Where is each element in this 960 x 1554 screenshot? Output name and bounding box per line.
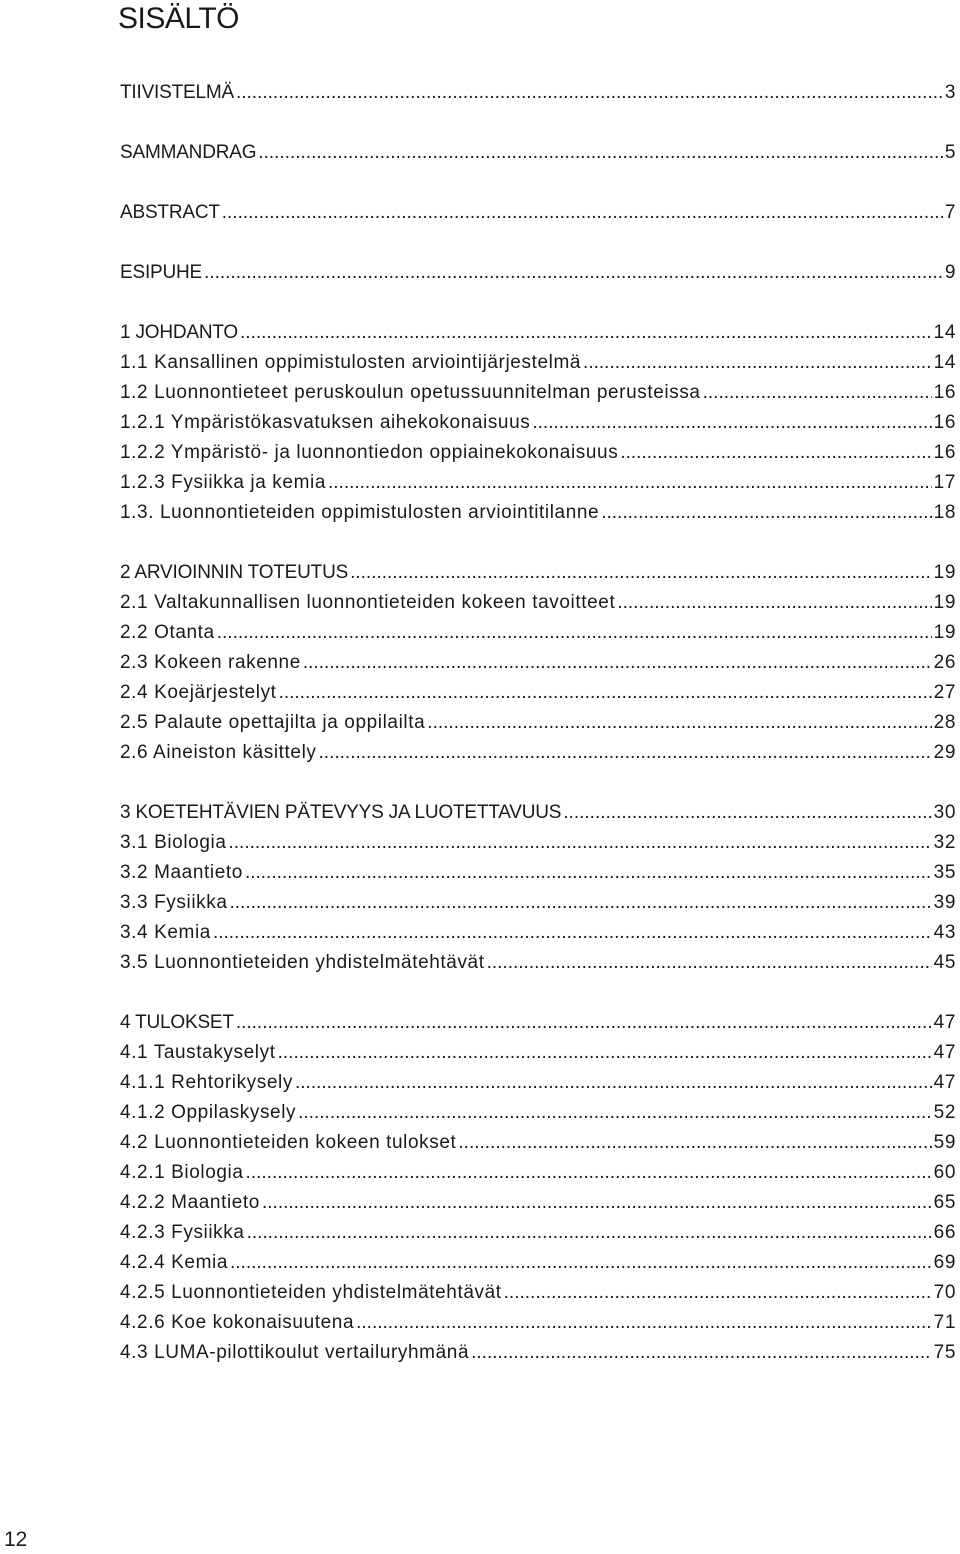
toc-entry-page: 60 xyxy=(933,1162,956,1183)
toc-entry-label: 1.2.1 Ympäristökasvatuksen aihekokonaisuus xyxy=(120,412,531,433)
dot-leader xyxy=(262,1192,932,1214)
dot-leader xyxy=(504,1282,932,1304)
toc-entry-page: 45 xyxy=(933,952,956,973)
toc-entry-page: 47 xyxy=(933,1072,956,1093)
dot-leader xyxy=(298,1102,932,1124)
toc-entry xyxy=(120,1012,956,1038)
dot-leader xyxy=(230,1252,932,1274)
toc-entry-page: 65 xyxy=(933,1192,956,1213)
toc-entry-label: 3.5 Luonnontieteiden yhdistelmätehtävät xyxy=(120,952,485,973)
dot-leader xyxy=(230,892,932,914)
toc-entry-page: 19 xyxy=(933,562,956,583)
dot-leader xyxy=(319,742,932,764)
toc-entry xyxy=(120,1342,956,1368)
toc-entry xyxy=(120,1102,956,1128)
dot-leader xyxy=(246,1162,932,1184)
toc-entry xyxy=(120,832,956,858)
dot-leader xyxy=(328,472,932,494)
dot-leader xyxy=(458,1132,931,1154)
dot-leader xyxy=(279,682,932,704)
dot-leader xyxy=(240,322,932,344)
toc-entry-label: 4.1.1 Rehtorikysely xyxy=(120,1072,293,1093)
toc-entry xyxy=(120,1132,956,1158)
toc-entry-page: 26 xyxy=(933,652,956,673)
toc-entry-label: 1.1 Kansallinen oppimistulosten arviointijärjestelmä xyxy=(120,352,582,373)
toc-entry-label: 3.1 Biologia xyxy=(120,832,227,853)
toc-entry-label: 4 TULOKSET xyxy=(120,1012,234,1033)
toc-entry xyxy=(120,1072,956,1098)
toc-entry-page: 39 xyxy=(933,892,956,913)
toc-entry xyxy=(120,142,956,168)
dot-leader xyxy=(703,382,932,404)
dot-leader xyxy=(427,712,931,734)
toc-entry xyxy=(120,1192,956,1218)
dot-leader xyxy=(222,202,943,224)
toc-entry xyxy=(120,952,956,978)
toc-entry-page: 70 xyxy=(933,1282,956,1303)
toc-entry-label: TIIVISTELMÄ xyxy=(120,82,234,103)
toc-entry xyxy=(120,1162,956,1188)
toc-entry xyxy=(120,592,956,618)
dot-leader xyxy=(350,562,932,584)
toc-entry-label: 2.3 Kokeen rakenne xyxy=(120,652,301,673)
toc-entry xyxy=(120,1282,956,1308)
toc-entry xyxy=(120,382,956,408)
toc-entry-label: 1 JOHDANTO xyxy=(120,322,239,343)
toc-entry-page: 28 xyxy=(933,712,956,733)
toc-entry-page: 47 xyxy=(933,1012,956,1033)
toc-entry-label: 4.3 LUMA-pilottikoulut vertailuryhmänä xyxy=(120,1342,470,1363)
toc-entry-label: 1.2 Luonnontieteet peruskoulun opetussuunnitelman perusteissa xyxy=(120,382,701,403)
toc-entry-page: 29 xyxy=(933,742,956,763)
toc-entry xyxy=(120,442,956,468)
toc-entry-label: 3.4 Kemia xyxy=(120,922,211,943)
toc-entry-label: 4.1 Taustakyselyt xyxy=(120,1042,276,1063)
toc-entry xyxy=(120,802,956,828)
toc-entry-page: 59 xyxy=(933,1132,956,1153)
toc-entry xyxy=(120,412,956,438)
toc-entry-page: 5 xyxy=(944,142,956,163)
toc-entry xyxy=(120,82,956,108)
toc-entry-label: 4.2.5 Luonnontieteiden yhdistelmätehtävät xyxy=(120,1282,502,1303)
toc-entry xyxy=(120,922,956,948)
toc-entry-label: 1.2.3 Fysiikka ja kemia xyxy=(120,472,326,493)
toc-entry-page: 16 xyxy=(933,412,956,433)
toc-entry-label: 4.2.3 Fysiikka xyxy=(120,1222,245,1243)
toc-entry xyxy=(120,502,956,528)
toc-entry-page: 19 xyxy=(933,622,956,643)
toc-entry-label: 2.2 Otanta xyxy=(120,622,215,643)
toc-entry-label: 4.2 Luonnontieteiden kokeen tulokset xyxy=(120,1132,457,1153)
toc-entry xyxy=(120,1042,956,1068)
toc-entry-page: 71 xyxy=(933,1312,956,1333)
dot-leader xyxy=(278,1042,932,1064)
dot-leader xyxy=(583,352,932,374)
toc-entry xyxy=(120,262,956,288)
toc-entry-label: 1.2.2 Ympäristö- ja luonnontiedon oppiainekokonaisuus xyxy=(120,442,619,463)
dot-leader xyxy=(229,832,932,854)
toc-entry-page: 30 xyxy=(933,802,956,823)
toc-entry-page: 19 xyxy=(933,592,956,613)
toc-entry-page: 16 xyxy=(933,442,956,463)
toc-entry xyxy=(120,652,956,678)
toc-entry xyxy=(120,1222,956,1248)
toc-entry-page: 66 xyxy=(933,1222,956,1243)
dot-leader xyxy=(295,1072,932,1094)
toc-entry-page: 52 xyxy=(933,1102,956,1123)
toc-entry-page: 69 xyxy=(933,1252,956,1273)
toc-entry-label: 2 ARVIOINNIN TOTEUTUS xyxy=(120,562,349,583)
toc-entry-label: 4.2.1 Biologia xyxy=(120,1162,244,1183)
toc-entry-label: 3.2 Maantieto xyxy=(120,862,243,883)
dot-leader xyxy=(217,622,932,644)
dot-leader xyxy=(532,412,931,434)
toc-entry xyxy=(120,1252,956,1278)
toc-entry-page: 16 xyxy=(933,382,956,403)
toc-entry-page: 43 xyxy=(933,922,956,943)
toc-entry-label: 2.6 Aineiston käsittely xyxy=(120,742,317,763)
dot-leader xyxy=(236,1012,932,1034)
dot-leader xyxy=(245,862,932,884)
toc-entry-page: 9 xyxy=(944,262,956,283)
toc-entry-label: ABSTRACT xyxy=(120,202,220,223)
dot-leader xyxy=(204,262,943,284)
toc-entry xyxy=(120,712,956,738)
toc-entry-page: 7 xyxy=(944,202,956,223)
dot-leader xyxy=(247,1222,932,1244)
toc-entry xyxy=(120,622,956,648)
toc-entry-page: 75 xyxy=(933,1342,956,1363)
toc-entry xyxy=(120,1312,956,1338)
toc-entry-label: 4.2.6 Koe kokonaisuutena xyxy=(120,1312,355,1333)
toc-entry xyxy=(120,862,956,888)
toc-entry-page: 14 xyxy=(933,352,956,373)
toc-entry-page: 17 xyxy=(933,472,956,493)
dot-leader xyxy=(487,952,932,974)
toc-entry-label: 2.1 Valtakunnallisen luonnontieteiden kokeen tavoitteet xyxy=(120,592,616,613)
toc-entry-label: 1.3. Luonnontieteiden oppimistulosten arviointitilanne xyxy=(120,502,600,523)
toc-entry-page: 3 xyxy=(944,82,956,103)
toc-entry xyxy=(120,562,956,588)
toc-entry-label: 4.2.2 Maantieto xyxy=(120,1192,260,1213)
toc-entry xyxy=(120,202,956,228)
toc-entry-page: 14 xyxy=(933,322,956,343)
toc-entry xyxy=(120,682,956,708)
toc-entry-page: 47 xyxy=(933,1042,956,1063)
dot-leader xyxy=(236,82,943,104)
toc-entry xyxy=(120,472,956,498)
toc-entry xyxy=(120,892,956,918)
dot-leader xyxy=(213,922,932,944)
toc-entry xyxy=(120,352,956,378)
toc-entry-page: 32 xyxy=(933,832,956,853)
dot-leader xyxy=(303,652,932,674)
dot-leader xyxy=(563,802,931,824)
toc-entry-label: 2.4 Koejärjestelyt xyxy=(120,682,277,703)
toc-entry-label: 4.1.2 Oppilaskysely xyxy=(120,1102,297,1123)
toc-entry-label: 4.2.4 Kemia xyxy=(120,1252,228,1273)
toc-entry-page: 27 xyxy=(933,682,956,703)
dot-leader xyxy=(258,142,943,164)
toc-entry-label: 2.5 Palaute opettajilta ja oppilailta xyxy=(120,712,426,733)
toc-entry-label: 3.3 Fysiikka xyxy=(120,892,228,913)
toc-entry-label: ESIPUHE xyxy=(120,262,203,283)
toc-entry xyxy=(120,322,956,348)
toc-entry-label: SAMMANDRAG xyxy=(120,142,257,163)
toc-entry-page: 35 xyxy=(933,862,956,883)
toc-entry xyxy=(120,742,956,768)
page-number: 12 xyxy=(4,1528,28,1551)
dot-leader xyxy=(471,1342,932,1364)
toc-entry-page: 18 xyxy=(933,502,956,523)
dot-leader xyxy=(617,592,931,614)
page-title: SISÄLTÖ xyxy=(118,2,239,35)
dot-leader xyxy=(356,1312,932,1334)
dot-leader xyxy=(601,502,931,524)
toc-entry-label: 3 KOETEHTÄVIEN PÄTEVYYS JA LUOTETTAVUUS xyxy=(120,802,562,823)
dot-leader xyxy=(620,442,931,464)
